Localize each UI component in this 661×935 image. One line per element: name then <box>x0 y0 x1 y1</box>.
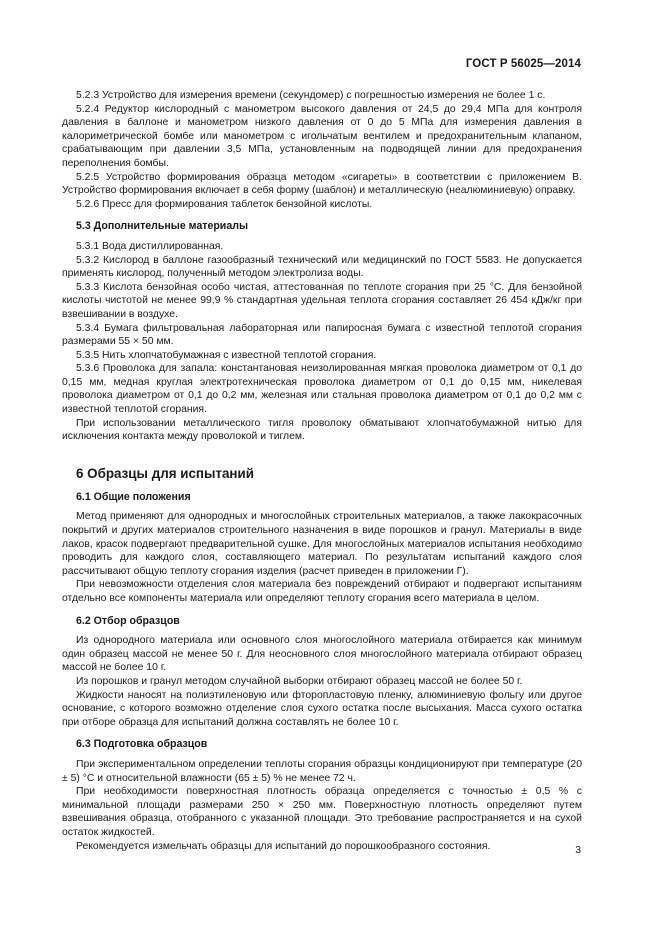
paragraph-5-2-6: 5.2.6 Пресс для формирования таблеток бензойной кислоты. <box>76 198 373 210</box>
paragraph-5-3-5: 5.3.5 Нить хлопчатобумажная с известной теплотой сгорания. <box>76 349 377 361</box>
paragraph-5-3-note: При использовании металлического тигля проволоку обматывают хлопчатобумажной нитью для исключения контакта между проволокой и тиглем. <box>62 417 582 443</box>
paragraph-5-3-4: 5.3.4 Бумага фильтровальная лабораторная или папиросная бумага с известной теплотой сгорания размерами 55 × 50 мм. <box>62 322 582 348</box>
paragraph-5-2-4: 5.2.4 Редуктор кислородный с манометром высокого давления от 24,5 до 29,4 МПа для контроля давления в баллоне и манометром низкого давления от 0 до 5 МПа для измерения давления в калориметрической бомбе или манометром с игольчатым вентилем и предохранительным клапаном, срабатывающим при давлении 3,5 МПа, установленным на подводящей линии для предохранения переполнения бомбы. <box>62 103 582 169</box>
paragraph-6-2-a: Из однородного материала или основного слоя многослойного материала отбирается как минимум один образец массой не менее 50 г. Для неосновного слоя многослойного материала отбирают образец массой не более 10 г. <box>62 635 582 674</box>
paragraph-6-2-b: Из порошков и гранул методом случайной выборки отбирают образец массой не более 50 г. <box>76 675 523 687</box>
section-6-3-title: 6.3 Подготовка образцов <box>76 738 208 751</box>
paragraph-6-3-a: При экспериментальном определении теплоты сгорания образцы кондиционируют при температуре (20 ± 5) °С и относительной влажности (65 ± 5) % не менее 72 ч. <box>62 758 582 784</box>
paragraph-5-3-6: 5.3.6 Проволока для запала: константановая неизолированная мягкая проволока диаметром от 0,1 до 0,15 мм, медная круглая электротехническая проволока диаметром от 0,1 до 0,15 мм, никелевая проволока диаметром от 0,1 до 0,2 мм, железная или стальная проволока диаметром от 0,1 до 0,2 мм с известной теплотой сгорания. <box>62 363 582 416</box>
section-6-title: 6 Образцы для испытаний <box>76 465 254 481</box>
section-6-2-title: 6.2 Отбор образцов <box>76 614 180 627</box>
paragraph-6-2-c: Жидкости наносят на полиэтиленовую или фторопластовую пленку, алюминиевую фольгу или другое основание, с которого возможно отделение слоя сухого остатка после высыхания. Масса сухого остатка при отборе образца для испытаний должна составлять не более 10 г. <box>62 689 582 728</box>
section-5-3-title: 5.3 Дополнительные материалы <box>76 220 248 233</box>
page-number: 3 <box>575 845 581 856</box>
paragraph-5-3-1: 5.3.1 Вода дистиллированная. <box>76 240 224 252</box>
paragraph-5-3-3: 5.3.3 Кислота бензойная особо чистая, аттестованная по теплоте сгорания при 25 °С. Для бензойной кислоты чистотой не менее 99,9 % стандартная удельная теплота сгорания составляет 26 454 кДж/кг при взвешивании в воздухе. <box>62 281 582 320</box>
paragraph-5-2-3: 5.2.3 Устройство для измерения времени (секундомер) с погрешностью измерения не более 1 с. <box>76 90 546 101</box>
paragraph-6-3-c: Рекомендуется измельчать образцы для испытаний до порошкообразного состояния. <box>76 840 491 852</box>
paragraph-6-1-b: При невозможности отделения слоя материала без повреждений отбирают и подвергают испытаниям отдельно все компоненты материала или определяют теплоту сгорания всего материала в целом. <box>62 579 582 604</box>
paragraph-6-3-b: При необходимости поверхностная плотность образца определяется с точностью ± 0,5 % с минимальной площади размерами 250 × 250 мм. Поверхностную плотность определяют путем взвешивания образца, отобранного с указанной площади. Это требование распространяется и на сухой остаток жидкостей. <box>62 786 582 838</box>
paragraph-5-3-2: 5.3.2 Кислород в баллоне газообразный технический или медицинский по ГОСТ 5583. Не допускается применять кислород, полученный методом электролиза воды. <box>62 254 582 280</box>
paragraph-5-2-5: 5.2.5 Устройство формирования образца методом «сигареты» в соответствии с приложением В. Устройство формирования включает в себя форму (шаблон) и металлическую (неалюминиевую) оправку. <box>62 171 582 197</box>
paragraph-6-1-a: Метод применяют для однородных и многослойных строительных материалов, а также лакокрасочных покрытий и других материалов строительного назначения в виде порошков и гранул. Материалы в виде лаков, красок подвергают предварительной сушке. Для многослойных материалов испытания необходимо проводить для каждого слоя, составляющего материал. По результатам испытаний каждого слоя рассчитывают общую теплоту сгорания изделия (расчет приведен в приложении Г). <box>62 511 582 577</box>
section-6-1-title: 6.1 Общие положения <box>76 490 191 503</box>
document-header: ГОСТ Р 56025—2014 <box>465 58 581 70</box>
page-content <box>62 89 582 853</box>
